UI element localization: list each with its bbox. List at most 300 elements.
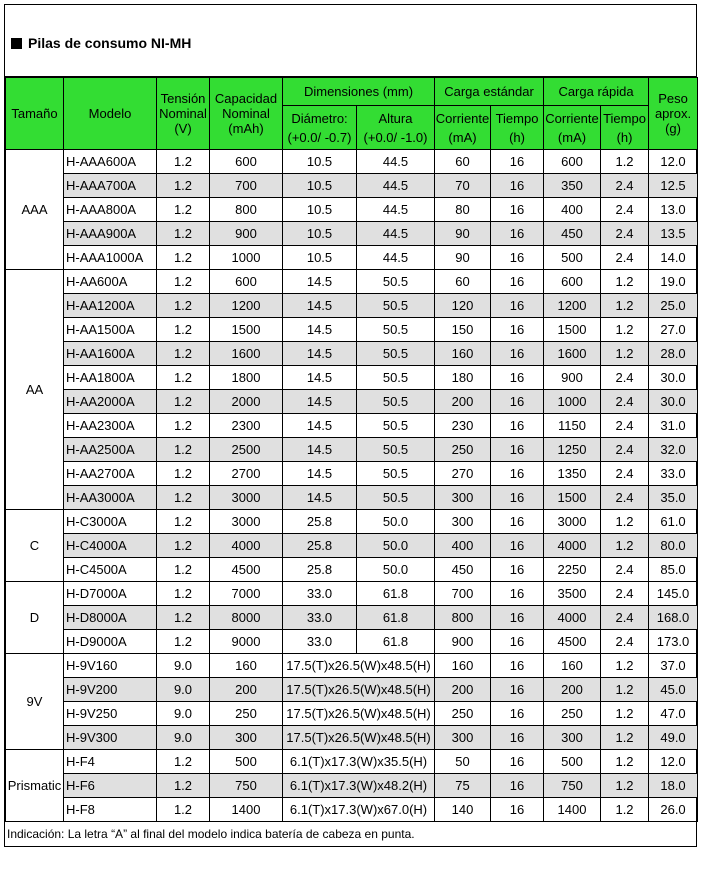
height-cell: 50.5 [357,486,435,510]
table-row [6,174,698,198]
spec-sheet [4,4,697,847]
height-cell: 50.5 [357,270,435,294]
model-cell: H-AA2300A [64,414,157,438]
std-time-cell: 16 [491,270,544,294]
diameter-cell: 10.5 [283,246,357,270]
fast-current-cell: 1150 [544,414,601,438]
model-cell: H-F6 [64,774,157,798]
fast-current-cell: 600 [544,270,601,294]
header-std-current [435,106,491,150]
table-row [6,798,698,822]
height-cell: 50.5 [357,366,435,390]
std-current-cell: 200 [435,390,491,414]
fast-current-cell: 450 [544,222,601,246]
std-time-cell: 16 [491,726,544,750]
fast-current-cell: 2250 [544,558,601,582]
fast-current-cell: 4000 [544,534,601,558]
height-cell: 50.0 [357,534,435,558]
weight-cell: 37.0 [649,654,698,678]
header-std-time [491,106,544,150]
std-time-cell: 16 [491,390,544,414]
header-std-charge: Carga estándar [435,78,544,106]
table-header [6,78,698,150]
voltage-cell: 1.2 [157,198,210,222]
header-time-line: (h) [616,129,633,145]
capacity-cell: 1000 [210,246,283,270]
diameter-cell: 25.8 [283,558,357,582]
header-weight-line: Peso [658,91,688,106]
weight-cell: 47.0 [649,702,698,726]
std-current-cell: 230 [435,414,491,438]
voltage-cell: 1.2 [157,294,210,318]
height-cell: 50.0 [357,510,435,534]
diameter-cell: 33.0 [283,630,357,654]
capacity-cell: 1600 [210,342,283,366]
diameter-cell: 14.5 [283,342,357,366]
fast-current-cell: 160 [544,654,601,678]
diameter-cell: 14.5 [283,486,357,510]
fast-time-cell: 2.4 [601,246,649,270]
fast-current-cell: 750 [544,774,601,798]
fast-current-cell: 4500 [544,630,601,654]
fast-time-cell: 2.4 [601,174,649,198]
fast-current-cell: 250 [544,702,601,726]
capacity-cell: 500 [210,750,283,774]
fast-time-cell: 2.4 [601,366,649,390]
capacity-cell: 1500 [210,318,283,342]
height-cell: 50.5 [357,462,435,486]
header-time-line: Tiempo [495,110,539,126]
weight-cell: 12.0 [649,750,698,774]
model-cell: H-AA1800A [64,366,157,390]
capacity-cell: 600 [210,150,283,174]
voltage-cell: 1.2 [157,366,210,390]
fast-current-cell: 3000 [544,510,601,534]
capacity-cell: 300 [210,726,283,750]
header-weight-line: aprox. [654,106,692,121]
weight-cell: 85.0 [649,558,698,582]
model-cell: H-9V160 [64,654,157,678]
std-current-cell: 450 [435,558,491,582]
header-capacity-line: Nominal [222,106,270,121]
diameter-cell: 17.5(T)x26.5(W)x48.5(H) [283,678,435,702]
fast-current-cell: 1600 [544,342,601,366]
capacity-cell: 900 [210,222,283,246]
capacity-cell: 750 [210,774,283,798]
std-time-cell: 16 [491,174,544,198]
header-weight [649,78,698,150]
fast-current-cell: 600 [544,150,601,174]
std-current-cell: 900 [435,630,491,654]
fast-time-cell: 2.4 [601,198,649,222]
header-current-line: Corriente [435,110,490,126]
fast-current-cell: 500 [544,246,601,270]
std-time-cell: 16 [491,222,544,246]
fast-time-cell: 2.4 [601,558,649,582]
std-current-cell: 80 [435,198,491,222]
std-time-cell: 16 [491,438,544,462]
capacity-cell: 7000 [210,582,283,606]
diameter-cell: 6.1(T)x17.3(W)x67.0(H) [283,798,435,822]
model-cell: H-AA1500A [64,318,157,342]
weight-cell: 12.0 [649,150,698,174]
std-current-cell: 50 [435,750,491,774]
diameter-cell: 14.5 [283,438,357,462]
model-cell: H-D7000A [64,582,157,606]
diameter-cell: 10.5 [283,174,357,198]
table-row [6,726,698,750]
capacity-cell: 2700 [210,462,283,486]
header-voltage-line: Nominal [159,106,207,121]
height-cell: 50.5 [357,294,435,318]
std-current-cell: 150 [435,318,491,342]
fast-time-cell: 1.2 [601,798,649,822]
std-time-cell: 16 [491,606,544,630]
model-cell: H-AA1200A [64,294,157,318]
height-cell: 44.5 [357,174,435,198]
diameter-cell: 17.5(T)x26.5(W)x48.5(H) [283,702,435,726]
weight-cell: 25.0 [649,294,698,318]
table-row [6,750,698,774]
table-row [6,318,698,342]
model-cell: H-AA600A [64,270,157,294]
battery-spec-table [5,77,698,822]
std-current-cell: 160 [435,654,491,678]
voltage-cell: 1.2 [157,318,210,342]
std-current-cell: 75 [435,774,491,798]
fast-current-cell: 1250 [544,438,601,462]
model-cell: H-C4000A [64,534,157,558]
height-cell: 44.5 [357,198,435,222]
voltage-cell: 1.2 [157,486,210,510]
voltage-cell: 1.2 [157,582,210,606]
table-row [6,774,698,798]
diameter-cell: 33.0 [283,582,357,606]
capacity-cell: 3000 [210,486,283,510]
std-current-cell: 300 [435,486,491,510]
diameter-cell: 14.5 [283,462,357,486]
header-fast-current [544,106,601,150]
capacity-cell: 1400 [210,798,283,822]
fast-time-cell: 1.2 [601,270,649,294]
voltage-cell: 1.2 [157,558,210,582]
capacity-cell: 4500 [210,558,283,582]
std-current-cell: 270 [435,462,491,486]
footnote: Indicación: La letra “A” al final del modelo indica batería de cabeza en punta. [7,827,415,841]
fast-current-cell: 1350 [544,462,601,486]
std-time-cell: 16 [491,678,544,702]
diameter-cell: 6.1(T)x17.3(W)x35.5(H) [283,750,435,774]
std-time-cell: 16 [491,510,544,534]
table-row [6,462,698,486]
header-diameter-line: Diámetro: [291,110,348,126]
diameter-cell: 33.0 [283,606,357,630]
capacity-cell: 800 [210,198,283,222]
header-height-line: (+0.0/ -1.0) [363,129,428,145]
std-time-cell: 16 [491,318,544,342]
fast-current-cell: 1500 [544,486,601,510]
std-time-cell: 16 [491,630,544,654]
model-cell: H-AAA1000A [64,246,157,270]
std-current-cell: 250 [435,702,491,726]
std-current-cell: 200 [435,678,491,702]
model-cell: H-9V300 [64,726,157,750]
header-fast-charge: Carga rápida [544,78,649,106]
std-current-cell: 800 [435,606,491,630]
fast-current-cell: 900 [544,366,601,390]
header-size: Tamaño [6,78,64,150]
fast-current-cell: 500 [544,750,601,774]
capacity-cell: 3000 [210,510,283,534]
weight-cell: 145.0 [649,582,698,606]
diameter-cell: 14.5 [283,366,357,390]
voltage-cell: 9.0 [157,654,210,678]
fast-time-cell: 2.4 [601,582,649,606]
voltage-cell: 1.2 [157,150,210,174]
title-bar [5,5,696,77]
diameter-cell: 14.5 [283,390,357,414]
fast-current-cell: 200 [544,678,601,702]
voltage-cell: 1.2 [157,414,210,438]
fast-time-cell: 1.2 [601,534,649,558]
height-cell: 50.0 [357,558,435,582]
diameter-cell: 14.5 [283,414,357,438]
size-cell: AA [6,270,64,510]
weight-cell: 14.0 [649,246,698,270]
height-cell: 61.8 [357,630,435,654]
std-current-cell: 300 [435,510,491,534]
std-time-cell: 16 [491,558,544,582]
weight-cell: 13.0 [649,198,698,222]
weight-cell: 18.0 [649,774,698,798]
fast-current-cell: 1200 [544,294,601,318]
model-cell: H-9V250 [64,702,157,726]
model-cell: H-F8 [64,798,157,822]
fast-current-cell: 3500 [544,582,601,606]
std-time-cell: 16 [491,582,544,606]
capacity-cell: 200 [210,678,283,702]
voltage-cell: 9.0 [157,678,210,702]
std-current-cell: 90 [435,246,491,270]
std-time-cell: 16 [491,750,544,774]
size-cell: AAA [6,150,64,270]
model-cell: H-AA2700A [64,462,157,486]
fast-time-cell: 2.4 [601,486,649,510]
weight-cell: 35.0 [649,486,698,510]
voltage-cell: 1.2 [157,750,210,774]
fast-time-cell: 1.2 [601,294,649,318]
header-voltage [157,78,210,150]
height-cell: 50.5 [357,438,435,462]
std-current-cell: 60 [435,270,491,294]
fast-time-cell: 1.2 [601,750,649,774]
capacity-cell: 8000 [210,606,283,630]
std-time-cell: 16 [491,366,544,390]
fast-time-cell: 1.2 [601,702,649,726]
header-time-line: Tiempo [603,110,646,126]
model-cell: H-AAA700A [64,174,157,198]
size-cell: Prismatic [6,750,64,822]
std-current-cell: 700 [435,582,491,606]
fast-time-cell: 2.4 [601,390,649,414]
table-row [6,198,698,222]
fast-time-cell: 1.2 [601,510,649,534]
fast-time-cell: 2.4 [601,630,649,654]
header-dimensions: Dimensiones (mm) [283,78,435,106]
diameter-cell: 25.8 [283,510,357,534]
fast-time-cell: 1.2 [601,774,649,798]
height-cell: 50.5 [357,414,435,438]
header-time-line: (h) [509,129,525,145]
std-current-cell: 70 [435,174,491,198]
capacity-cell: 160 [210,654,283,678]
model-cell: H-AAA600A [64,150,157,174]
voltage-cell: 1.2 [157,510,210,534]
fast-current-cell: 400 [544,198,601,222]
height-cell: 61.8 [357,582,435,606]
std-current-cell: 140 [435,798,491,822]
voltage-cell: 1.2 [157,630,210,654]
table-row [6,654,698,678]
capacity-cell: 2500 [210,438,283,462]
height-cell: 50.5 [357,342,435,366]
voltage-cell: 1.2 [157,246,210,270]
std-time-cell: 16 [491,702,544,726]
size-cell: D [6,582,64,654]
diameter-cell: 17.5(T)x26.5(W)x48.5(H) [283,654,435,678]
std-time-cell: 16 [491,462,544,486]
fast-time-cell: 1.2 [601,318,649,342]
height-cell: 50.5 [357,318,435,342]
weight-cell: 19.0 [649,270,698,294]
voltage-cell: 1.2 [157,390,210,414]
diameter-cell: 10.5 [283,150,357,174]
diameter-cell: 14.5 [283,318,357,342]
fast-time-cell: 2.4 [601,462,649,486]
square-bullet-icon [11,38,22,49]
weight-cell: 45.0 [649,678,698,702]
weight-cell: 173.0 [649,630,698,654]
header-current-line: Corriente [545,110,599,126]
voltage-cell: 9.0 [157,726,210,750]
std-current-cell: 400 [435,534,491,558]
size-cell: 9V [6,654,64,750]
voltage-cell: 1.2 [157,342,210,366]
diameter-cell: 14.5 [283,294,357,318]
capacity-cell: 2000 [210,390,283,414]
std-current-cell: 160 [435,342,491,366]
std-time-cell: 16 [491,198,544,222]
table-row [6,150,698,174]
fast-time-cell: 2.4 [601,438,649,462]
table-row [6,510,698,534]
table-row [6,342,698,366]
std-time-cell: 16 [491,486,544,510]
fast-time-cell: 1.2 [601,726,649,750]
std-time-cell: 16 [491,246,544,270]
header-current-line: (mA) [448,129,477,145]
std-time-cell: 16 [491,798,544,822]
fast-current-cell: 1400 [544,798,601,822]
voltage-cell: 1.2 [157,798,210,822]
table-row [6,534,698,558]
voltage-cell: 1.2 [157,222,210,246]
header-capacity-line: (mAh) [228,121,264,136]
table-row [6,390,698,414]
capacity-cell: 4000 [210,534,283,558]
table-row [6,294,698,318]
weight-cell: 61.0 [649,510,698,534]
header-voltage-line: Tensión [160,91,206,106]
weight-cell: 13.5 [649,222,698,246]
model-cell: H-9V200 [64,678,157,702]
weight-cell: 32.0 [649,438,698,462]
std-time-cell: 16 [491,150,544,174]
capacity-cell: 2300 [210,414,283,438]
table-row [6,270,698,294]
fast-time-cell: 1.2 [601,150,649,174]
table-row [6,366,698,390]
voltage-cell: 1.2 [157,174,210,198]
weight-cell: 28.0 [649,342,698,366]
height-cell: 50.5 [357,390,435,414]
weight-cell: 12.5 [649,174,698,198]
header-current-line: (mA) [557,129,587,145]
diameter-cell: 10.5 [283,198,357,222]
std-time-cell: 16 [491,774,544,798]
voltage-cell: 1.2 [157,534,210,558]
model-cell: H-AA2500A [64,438,157,462]
std-current-cell: 60 [435,150,491,174]
std-time-cell: 16 [491,294,544,318]
std-current-cell: 300 [435,726,491,750]
weight-cell: 33.0 [649,462,698,486]
table-row [6,630,698,654]
header-height [357,106,435,150]
table-row [6,414,698,438]
weight-cell: 168.0 [649,606,698,630]
model-cell: H-AAA900A [64,222,157,246]
table-row [6,606,698,630]
header-fast-time [601,106,649,150]
height-cell: 44.5 [357,222,435,246]
voltage-cell: 1.2 [157,774,210,798]
table-row [6,558,698,582]
model-cell: H-F4 [64,750,157,774]
table-row [6,438,698,462]
page-title: Pilas de consumo NI-MH [28,35,192,51]
model-cell: H-AA1600A [64,342,157,366]
fast-current-cell: 1500 [544,318,601,342]
diameter-cell: 10.5 [283,222,357,246]
diameter-cell: 6.1(T)x17.3(W)x48.2(H) [283,774,435,798]
weight-cell: 30.0 [649,366,698,390]
std-current-cell: 90 [435,222,491,246]
fast-time-cell: 2.4 [601,414,649,438]
fast-time-cell: 2.4 [601,606,649,630]
std-current-cell: 250 [435,438,491,462]
header-height-line: Altura [378,110,413,126]
model-cell: H-D8000A [64,606,157,630]
capacity-cell: 700 [210,174,283,198]
diameter-cell: 25.8 [283,534,357,558]
height-cell: 44.5 [357,246,435,270]
model-cell: H-C3000A [64,510,157,534]
size-cell: C [6,510,64,582]
table-row [6,222,698,246]
table-row [6,678,698,702]
fast-time-cell: 1.2 [601,342,649,366]
